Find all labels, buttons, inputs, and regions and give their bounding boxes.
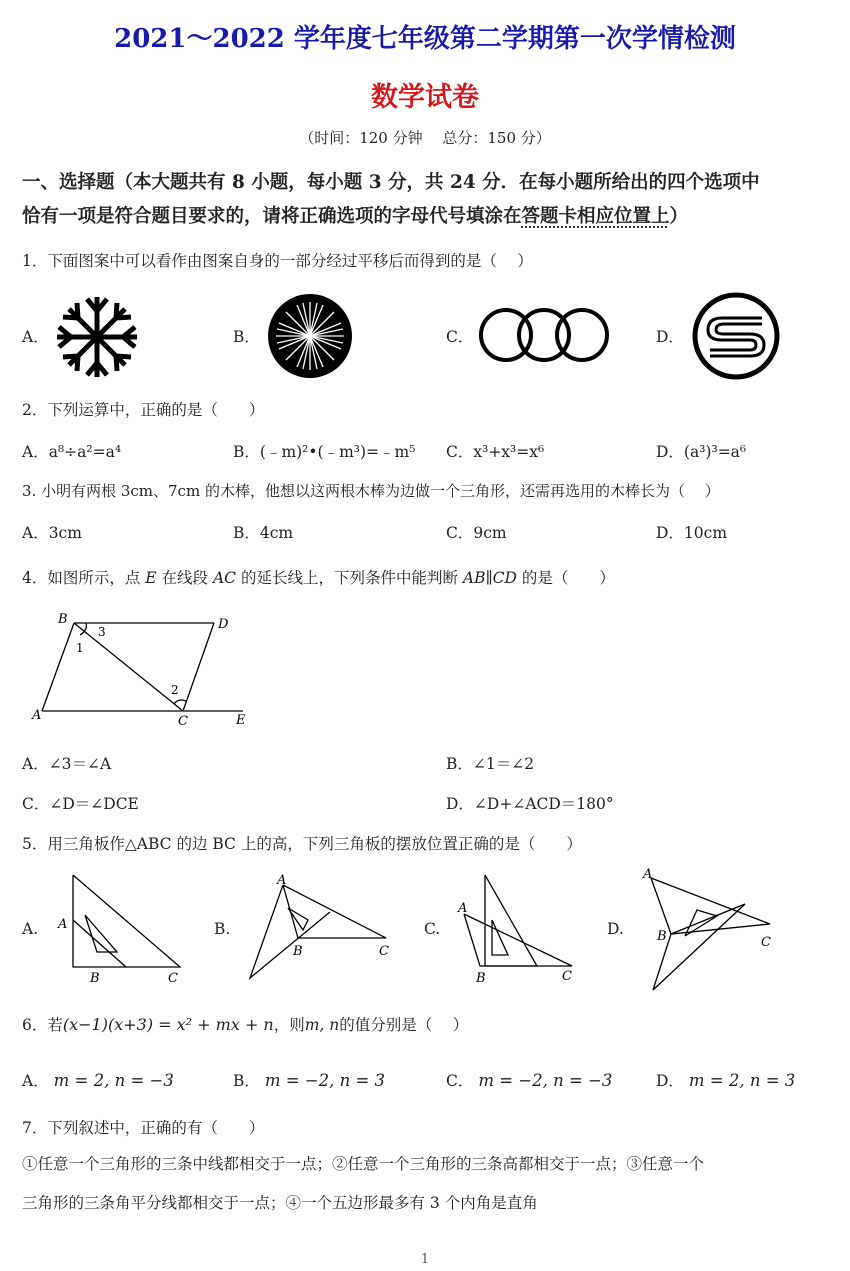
q6-option-value: m = 2, n = 3	[688, 1071, 796, 1090]
section-heading-emphasis: 答题卡相应位置上	[521, 206, 670, 227]
q4-label-b: B	[58, 612, 68, 627]
exam-title: 2021～2022 学年度七年级第二学期第一次学情检测	[114, 24, 736, 54]
q2-option-d[interactable]: D．(a³)³=a⁶	[656, 443, 747, 461]
q3-option-d[interactable]: D．10cm	[656, 524, 728, 542]
q4-label-angle-1: 1	[76, 641, 84, 655]
q1-figure-b-sunburst	[266, 292, 354, 380]
q5-option-b[interactable]: B.	[214, 920, 231, 938]
section-heading-line1: 一、选择题（本大题共有 8 小题，每小题 3 分，共 24 分．在每小题所给出的四个选项中	[22, 172, 760, 193]
q4-segment-ac: AC	[212, 569, 237, 587]
q3-option-c[interactable]: C．9cm	[446, 524, 507, 542]
q1-stem: 1．下面图案中可以看作由图案自身的一部分经过平移后而得到的是（ ）	[22, 252, 533, 270]
q4-label-c: C	[178, 714, 188, 729]
q5c-label-a: A	[458, 901, 468, 916]
q2-option-c[interactable]: C．x³+x³=x⁶	[446, 443, 545, 461]
q5-figure-a	[52, 870, 192, 990]
q5-option-d[interactable]: D.	[607, 920, 624, 938]
page-number: 1	[420, 1252, 430, 1267]
q4-option-a[interactable]: A．∠3＝∠A	[22, 755, 112, 773]
q4-label-angle-3: 3	[98, 625, 106, 639]
q6-option-label: D．	[656, 1072, 684, 1090]
q1-figure-c-three-rings	[478, 305, 612, 365]
q1-option-a[interactable]: A．	[22, 328, 49, 346]
q3-stem: 3. 小明有两根 3cm、7cm 的木棒，他想以这两根木棒为边做一个三角形，还需再选用的木棒长为（ ）	[22, 482, 720, 500]
q3-option-a[interactable]: A．3cm	[22, 524, 82, 542]
q5b-label-a: A	[277, 873, 287, 888]
q4-option-c[interactable]: C．∠D＝∠DCE	[22, 795, 139, 813]
q5a-label-a: A	[58, 917, 68, 932]
q6-stem-part: ，则	[273, 1016, 305, 1034]
q2-option-b[interactable]: B．(﹣m)²•(﹣m³)=﹣m⁵	[233, 443, 416, 461]
q2-stem: 2．下列运算中，正确的是（ ）	[22, 401, 265, 419]
q4-option-d[interactable]: D．∠D+∠ACD＝180°	[446, 795, 614, 813]
q4-stem-part: 的是（ ）	[516, 569, 615, 587]
q5c-label-c: C	[562, 969, 572, 984]
q6-expression: (x−1)(x+3) = x² + mx + n	[62, 1015, 274, 1034]
q1-figure-d-s-logo	[690, 290, 782, 382]
q4-figure-parallelogram	[28, 608, 258, 730]
q4-stem-part: 4．如图所示，点	[22, 569, 146, 587]
q6-option-label: C．	[446, 1072, 474, 1090]
q6-variables: m, n	[304, 1016, 340, 1034]
q5d-label-c: C	[761, 935, 771, 950]
q6-stem	[22, 1013, 468, 1035]
q4-stem	[22, 566, 615, 588]
q4-parallel-relation: AB∥CD	[462, 569, 517, 587]
q4-stem-part: 在线段	[156, 569, 213, 587]
q6-option-a[interactable]	[22, 1069, 174, 1091]
q6-option-value: m = 2, n = −3	[53, 1071, 174, 1090]
section-heading-close: ）	[669, 206, 689, 227]
section-heading-text: 恰有一项是符合题目要求的，请将正确选项的字母代号填涂在	[22, 206, 522, 227]
q5-stem: 5．用三角板作△ABC 的边 BC 上的高，下列三角板的摆放位置正确的是（ ）	[22, 835, 582, 853]
q5-figure-d	[635, 862, 785, 996]
q4-option-b[interactable]: B．∠1＝∠2	[446, 755, 535, 773]
exam-subtitle: 数学试卷	[371, 82, 479, 113]
q7-statements-line2: 三角形的三条角平分线都相交于一点；④一个五边形最多有 3 个内角是直角	[22, 1194, 538, 1212]
q6-option-label: B．	[233, 1072, 260, 1090]
q6-option-value: m = −2, n = 3	[264, 1071, 386, 1090]
q2-option-a[interactable]: A．a⁸÷a²=a⁴	[22, 443, 122, 461]
q7-statements-line1: ①任意一个三角形的三条中线都相交于一点；②任意一个三角形的三条高都相交于一点；③任意一个	[22, 1155, 705, 1173]
q6-option-label: A．	[22, 1072, 49, 1090]
q4-point-e: E	[145, 569, 157, 587]
q1-option-d[interactable]: D．	[656, 328, 684, 346]
q4-label-a: A	[32, 708, 42, 723]
q5-figure-b	[245, 870, 400, 988]
q5a-label-b: B	[90, 971, 100, 986]
q7-stem: 7．下列叙述中，正确的有（ ）	[22, 1119, 265, 1137]
q5-option-c[interactable]: C.	[424, 920, 441, 938]
q5d-label-b: B	[657, 929, 667, 944]
q6-option-d[interactable]	[656, 1069, 795, 1091]
q5a-label-c: C	[168, 971, 178, 986]
q6-stem-part: 6．若	[22, 1016, 63, 1034]
q6-stem-part: 的值分别是（ ）	[339, 1016, 469, 1034]
q5-figure-c	[450, 870, 590, 988]
q5d-label-a: A	[643, 867, 653, 882]
exam-info: （时间：120 分钟 总分：150 分）	[299, 129, 551, 147]
q1-option-b[interactable]: B．	[233, 328, 260, 346]
q4-label-angle-2: 2	[171, 683, 179, 697]
q4-label-e: E	[236, 713, 246, 728]
q6-option-c[interactable]	[446, 1069, 612, 1091]
q4-stem-part: 的延长线上，下列条件中能判断	[236, 569, 463, 587]
q3-option-b[interactable]: B．4cm	[233, 524, 294, 542]
q1-figure-a-snowflake	[52, 292, 142, 382]
q6-option-b[interactable]	[233, 1069, 385, 1091]
q5b-label-c: C	[379, 944, 389, 959]
q5b-label-b: B	[293, 944, 303, 959]
q5-option-a[interactable]: A.	[22, 920, 39, 938]
q6-option-value: m = −2, n = −3	[478, 1071, 613, 1090]
q5c-label-b: B	[476, 971, 486, 986]
q1-option-c[interactable]: C．	[446, 328, 474, 346]
q4-label-d: D	[218, 617, 229, 632]
section-heading-line2	[22, 202, 688, 228]
